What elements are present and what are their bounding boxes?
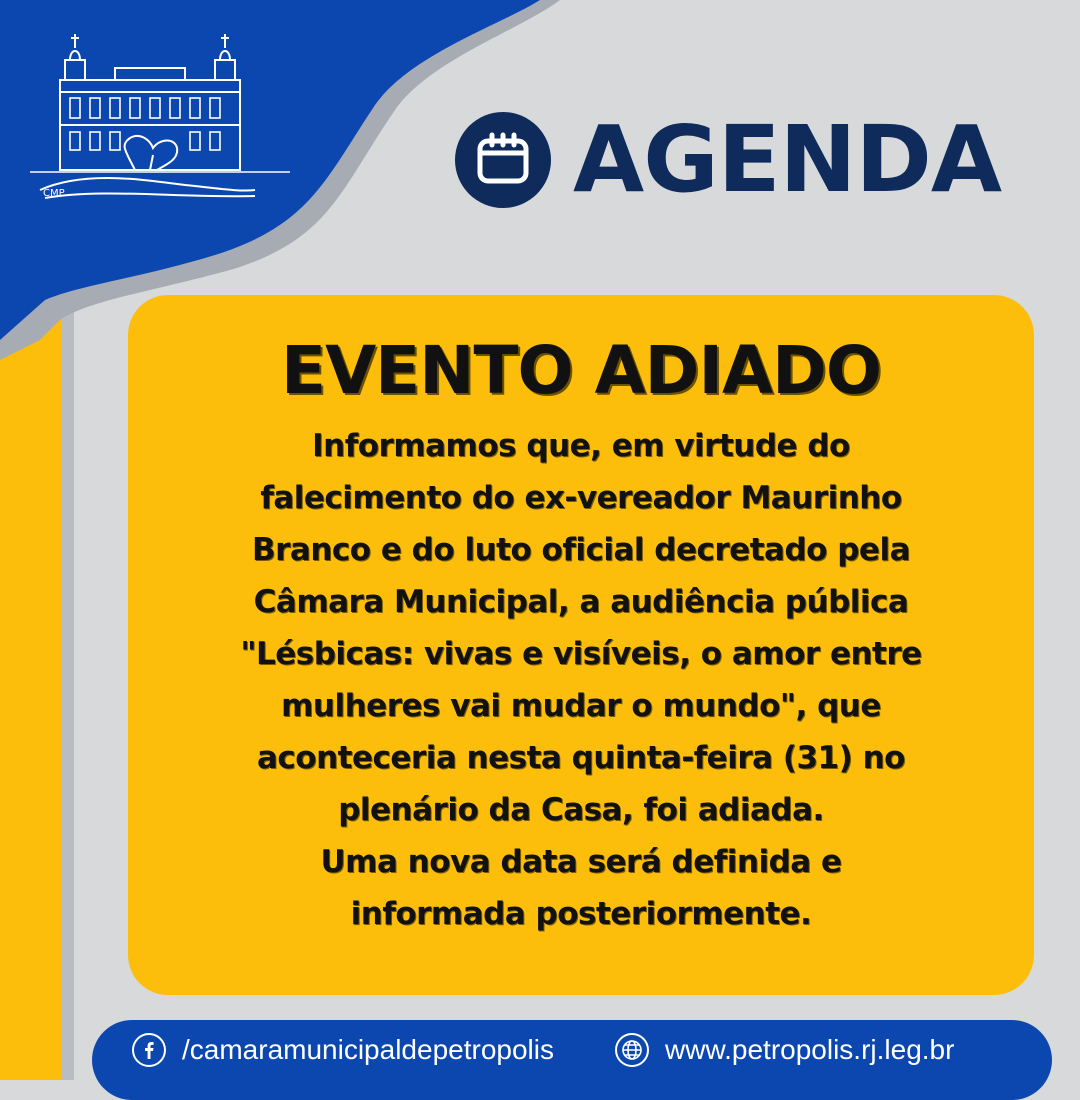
facebook-handle: /camaramunicipaldepetropolis bbox=[182, 1034, 554, 1065]
notice-line: falecimento do ex-vereador Maurinho bbox=[260, 479, 902, 516]
notice-line: Informamos que, em virtude do bbox=[312, 427, 850, 464]
notice-line: mulheres vai mudar o mundo", que bbox=[281, 687, 881, 724]
calendar-icon bbox=[455, 112, 551, 208]
chamber-building-logo bbox=[25, 20, 295, 210]
notice-line: informada posteriormente. bbox=[350, 895, 812, 932]
notice-line: Branco e do luto oficial decretado pela bbox=[251, 531, 910, 568]
svg-text:CMP: CMP bbox=[43, 188, 65, 199]
facebook-link[interactable] bbox=[132, 1033, 554, 1067]
notice-card bbox=[128, 295, 1034, 995]
notice-title: EVENTO ADIADO bbox=[281, 332, 881, 409]
facebook-icon bbox=[132, 1033, 166, 1067]
globe-icon bbox=[615, 1033, 649, 1067]
notice-line: plenário da Casa, foi adiada. bbox=[338, 791, 824, 828]
notice-line: "Lésbicas: vivas e visíveis, o amor entre bbox=[240, 635, 922, 672]
notice-line: Uma nova data será definida e bbox=[320, 843, 842, 880]
notice-line: Câmara Municipal, a audiência pública bbox=[253, 583, 909, 620]
notice-body bbox=[158, 420, 1004, 940]
website-link[interactable] bbox=[615, 1033, 954, 1067]
notice-line: aconteceria nesta quinta-feira (31) no bbox=[257, 739, 905, 776]
agenda-header bbox=[455, 106, 1002, 213]
page-title: AGENDA bbox=[573, 106, 1002, 213]
website-url: www.petropolis.rj.leg.br bbox=[665, 1034, 955, 1065]
